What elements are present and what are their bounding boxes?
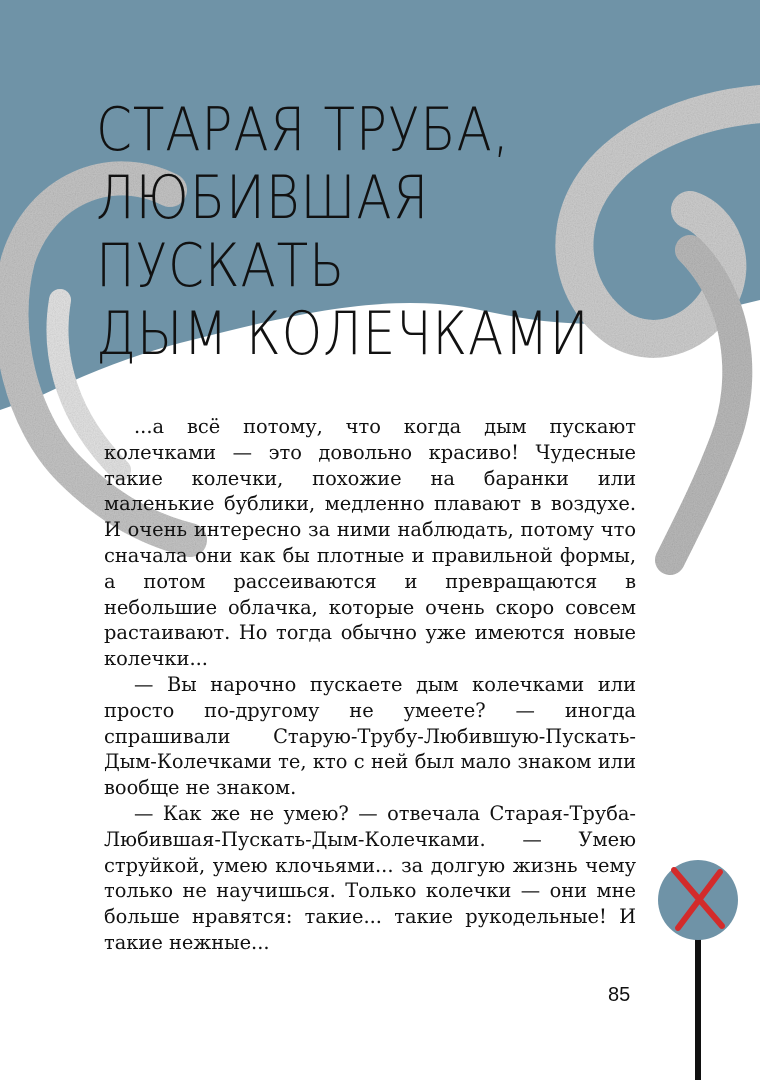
title-line: СТАРАЯ ТРУБА,: [96, 95, 510, 165]
title-line: ПУСКАТЬ: [96, 231, 346, 301]
title-line: ДЫМ КОЛЕЧКАМИ: [96, 299, 590, 369]
story-body: [104, 414, 636, 956]
story-title: [96, 95, 590, 369]
page-number: 85: [608, 984, 631, 1006]
title-line: ЛЮБИВШАЯ: [96, 163, 430, 233]
paragraph: — Как же не умею? — отвечала Старая-Труба-Любившая-Пускать-Дым-Колечками. — Умею струйкой, умею клочьями... за долгую жизнь чему только не научишься. Только колечки — они мне больше нравятся: такие... такие рукодельные! И такие нежные...: [104, 801, 636, 954]
no-entry-sign-icon: [656, 858, 740, 1080]
paragraph: — Вы нарочно пускаете дым колечками или просто по-другому не умеете? — иногда спрашивали Старую-Трубу-Любившую-Пускать-Дым-Колечками те, кто с ней был мало знаком или вообще не знаком.: [104, 672, 636, 800]
paragraph: ...а всё потому, что когда дым пускают колечками — это довольно красиво! Чудесные такие колечки, похожие на баранки или маленькие бублики, медленно плавают в воздухе. И очень интересно за ними наблюдать, потому что сначала они как бы плотные и правильной формы, а потом рассеиваются и превращаются в небольшие облачка, которые очень скоро совсем растаивают. Но тогда обычно уже имеются новые колечки...: [104, 415, 636, 671]
